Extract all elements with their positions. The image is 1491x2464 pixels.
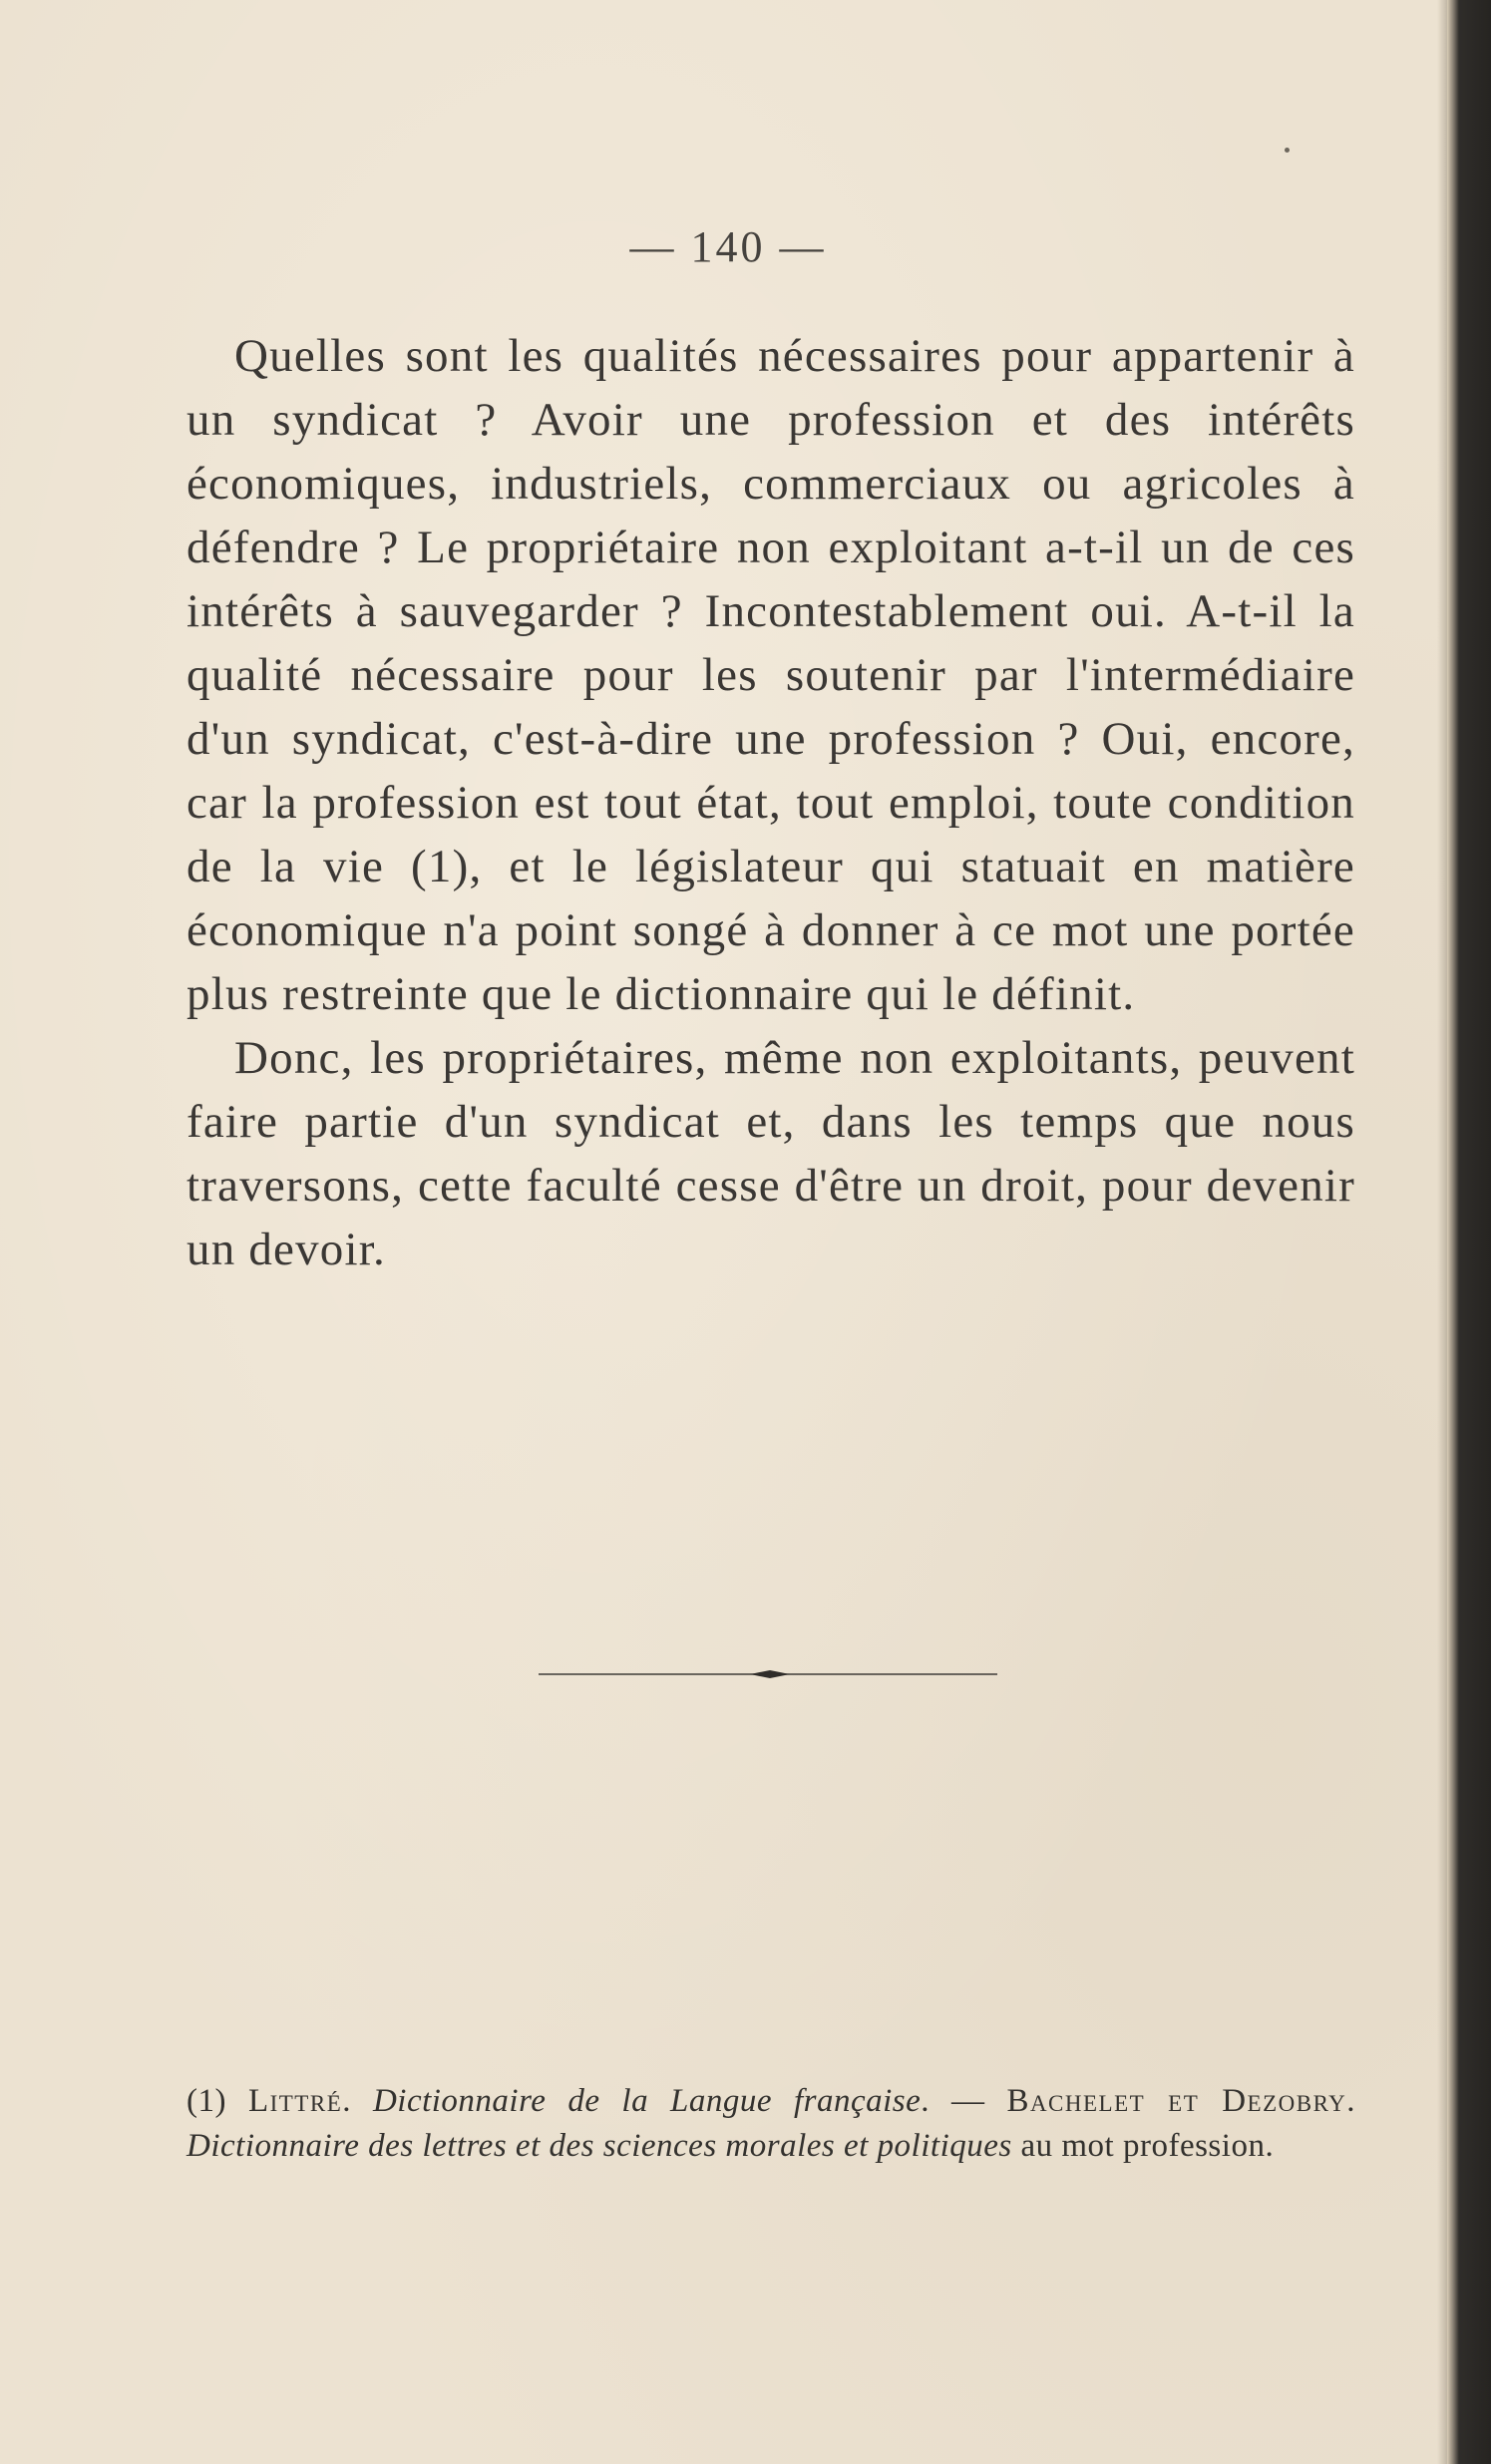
footnote-separator: —	[930, 2083, 1007, 2119]
paper-speck	[1285, 148, 1290, 153]
binding-shadow	[1437, 0, 1447, 2464]
body-text	[186, 324, 1355, 1281]
page-number: — 140 —	[629, 222, 827, 271]
paragraph-2: Donc, les propriétaires, même non exploitants, peuvent faire partie d'un syndicat et, dans les temps que nous traversons, cette faculté cesse d'être un droit, pour devenir un devoir.	[186, 1032, 1355, 1275]
footnote-marker: (1)	[186, 2083, 226, 2119]
footnote-title-2: Dictionnaire des lettres et des sciences morales et politiques	[186, 2128, 1012, 2164]
footnote: (1) Littré. Dictionnaire de la Langue française. — Bachelet et Dezobry. Dictionnaire des lettres et des sciences morales et politiques au mot profession.	[186, 2083, 1356, 2164]
footnote-tail: au mot profession.	[1020, 2128, 1275, 2164]
footnote-author-2: Bachelet et Dezobry	[1006, 2083, 1347, 2119]
book-binding	[1447, 0, 1491, 2464]
footnote-author-1: Littré	[247, 2083, 343, 2119]
paragraph-1: Quelles sont les qualités nécessaires pour appartenir à un syndicat ? Avoir une profession et des intérêts économiques, industriels, commerciaux ou agricoles à défendre ? Le propriétaire non exploitant a-t-il un de ces intérêts à sauvegarder ? Incontestablement oui. A-t-il la qualité nécessaire pour les soutenir par l'intermédiaire d'un syndicat, c'est-à-dire une profession ? Oui, encore, car la profession est tout état, tout emploi, toute condition de la vie (1), et le législateur qui statuait en matière économique n'a point songé à donner à ce mot une portée plus restreinte que le dictionnaire qui le définit.	[186, 330, 1355, 1020]
section-divider	[539, 1667, 997, 1681]
footnote-title-1: Dictionnaire de la Langue française	[372, 2083, 922, 2119]
